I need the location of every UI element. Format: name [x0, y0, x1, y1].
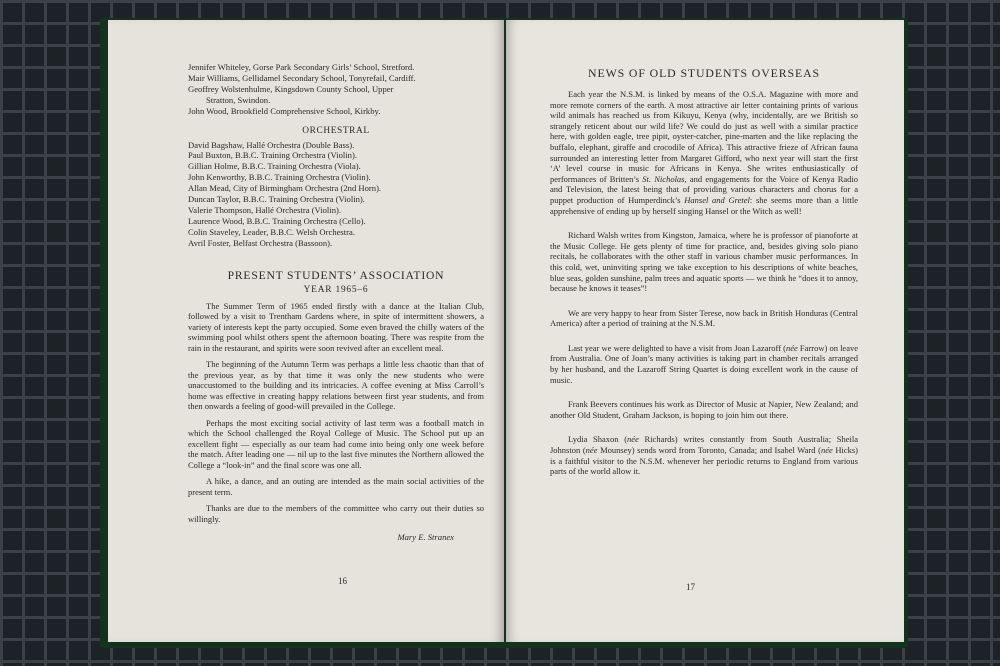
jamaica-paragraph: Richard Walsh writes from Kingston, Jamaica, where he is professor of pianoforte at the Music College. He gets plenty of time for practice, and, besides giving solo piano recitals, he collaborates with the other staff in various chamber music performances. In this cold, wet, uninviting spring we take exception to his descriptions of white beaches, blue seas, golden sunshine, palm trees and aquatic sports — we think he “does it to annoy, because he knows it teases”! — [550, 230, 858, 294]
list-item: Mair Williams, Gellidamel Secondary School, Tonyrefail, Cardiff. — [188, 72, 416, 83]
australia-paragraph — [550, 343, 858, 385]
list-item: Stratton, Swindon. — [206, 94, 271, 105]
list-item: Gillian Holme, B.B.C. Training Orchestra (Viola). — [188, 161, 361, 172]
orchestral-heading: ORCHESTRAL — [302, 125, 370, 136]
psa-paragraph: The Summer Term of 1965 ended firstly with a dance at the Italian Club, followed by a visit to Trentham Gardens where, in spite of intermittent showers, a variety of interests kept the party occupied. Some even braved the chilly waters of the swimming pool whilst others spent the afternoon boating. There was respite from the rain in the restaurant, and spirits were soon revived after an excellent meal. — [188, 300, 484, 353]
text-span: Last year we were delighted to have a visit from Joan Lazaroff ( — [568, 342, 786, 353]
old-students-paragraph — [550, 434, 858, 476]
list-item: Colin Staveley, Leader, B.B.C. Welsh Orchestra. — [188, 226, 355, 237]
signature: Mary E. Stranex — [397, 532, 454, 543]
page-number: 16 — [338, 576, 347, 586]
psa-paragraph: A hike, a dance, and an outing are intended as the main social activities of the present term. — [188, 476, 484, 497]
text-span: Farrow) on leave from Australia. One of Joan’s many activities is taking part in chamber recitals arranged by her husband, and the Lazaroff String Quartet is doing excellent work in the cause of music. — [550, 342, 859, 385]
list-item: Paul Buxton, B.B.C. Training Orchestra (Violin). — [188, 150, 357, 161]
list-item: David Bagshaw, Hallé Orchestra (Double Bass). — [188, 139, 355, 150]
italic-title: Hansel and Gretel — [684, 194, 750, 205]
text-span: Mounsey) sends word from Toronto, Canada; and Isabel Ward ( — [597, 445, 821, 456]
honduras-paragraph: We are very happy to hear from Sister Terese, now back in British Honduras (Central America) after a period of training at the N.S.M. — [550, 307, 858, 329]
list-item: Duncan Taylor, B.B.C. Training Orchestra (Violin). — [188, 194, 365, 205]
list-item: John Wood, Brookfield Comprehensive School, Kirkby. — [188, 105, 381, 116]
orchestral-list — [188, 140, 484, 249]
school-list — [188, 62, 484, 117]
list-item: Avril Foster, Belfast Orchestra (Bassoon). — [188, 237, 333, 248]
text-span: : she seems more than a little apprehensive of ending up by herself singing Hansel or the Witch as well! — [550, 194, 859, 216]
page-number: 17 — [686, 582, 695, 592]
text-span: Richards) writes constantly from South Australia; Sheila Johnston ( — [550, 434, 858, 456]
right-page — [506, 20, 904, 642]
text-span: Hicks) is a faithful visitor to the N.S.M. whenever her periodic returns to England from various parts of the world allow it. — [550, 445, 859, 477]
psa-heading: PRESENT STUDENTS’ ASSOCIATION — [227, 268, 445, 282]
list-item: John Kenworthy, B.B.C. Training Orchestra (Violin). — [188, 172, 371, 183]
list-item: Allan Mead, City of Birmingham Orchestra (2nd Horn). — [188, 183, 382, 194]
list-item: Laurence Wood, B.B.C. Training Orchestra (Cello). — [188, 215, 366, 226]
list-item: Valerie Thompson, Hallé Orchestra (Violin). — [188, 204, 342, 215]
psa-paragraph: Thanks are due to the members of the committee who carry out their duties so willingly. — [188, 503, 484, 524]
italic-nee: née — [585, 445, 598, 456]
psa-paragraph: Perhaps the most exciting social activity of last term was a football match in which the School challenged the Royal College of Music. The School put up an excellent fight — especially as our team had come into being only one week before the match. After leading one — nil up to the last five minutes the Northern allowed the College a “look-in” and the final score was one all. — [188, 417, 484, 470]
page-title: NEWS OF OLD STUDENTS OVERSEAS — [588, 66, 820, 80]
text-span: Each year the N.S.M. is linked by means of the O.S.A. Magazine with more and more remote corners of the earth. A most attractive air letter containing prints of various wild animals has reached us from Kikuyu, Kenya (why, incidentally, are we British so strangely reticent about our wild life? We could do just as well with a similar practice here, with golden eagle, tree pipit, oyster-catcher, pine-marten and the like replacing the buffalo, elephant, giraffe and crocodile of Africa). This attractive frieze of African fauna surrounded an interesting letter from Margaret Gifford, who next year will start the first ‘A’ level course in music for Africans in Kenya. She writes enthusiastically of performances of Britten’s — [550, 89, 858, 184]
italic-nee: née — [627, 434, 639, 445]
kenya-paragraph — [550, 89, 858, 216]
list-item: Geoffrey Wolstenhulme, Kingsdown County School, Upper — [188, 83, 394, 94]
psa-paragraph: The beginning of the Autumn Term was perhaps a little less chaotic than that of the previous year, as by that time it was only the new students who were unaccustomed to the building and its intricacies. A coffee evening at Miss Carroll’s home was effective in creating happy relations between first year students, and from then onwards a feeling of good-will prevailed in the College. — [188, 359, 484, 412]
new-zealand-paragraph: Frank Beevers continues his work as Director of Music at Napier, New Zealand; and another Old Student, Graham Jackson, is hoping to join him out there. — [550, 399, 858, 420]
italic-nee: née — [820, 445, 833, 456]
text-span: Lydia Shaxon ( — [568, 434, 628, 445]
left-page — [108, 20, 504, 642]
list-item: Jennifer Whiteley, Gorse Park Secondary Girls’ School, Stretford. — [188, 62, 415, 72]
italic-nee: née — [786, 342, 798, 353]
text-span: , and engagements for the Voice of Kenya Radio and Television, the latest being that of providing various characters and chorus for a puppet production of Humperdinck’s — [550, 173, 859, 205]
italic-title: St. Nicholas — [642, 173, 685, 184]
psa-year: YEAR 1965–6 — [303, 284, 369, 295]
